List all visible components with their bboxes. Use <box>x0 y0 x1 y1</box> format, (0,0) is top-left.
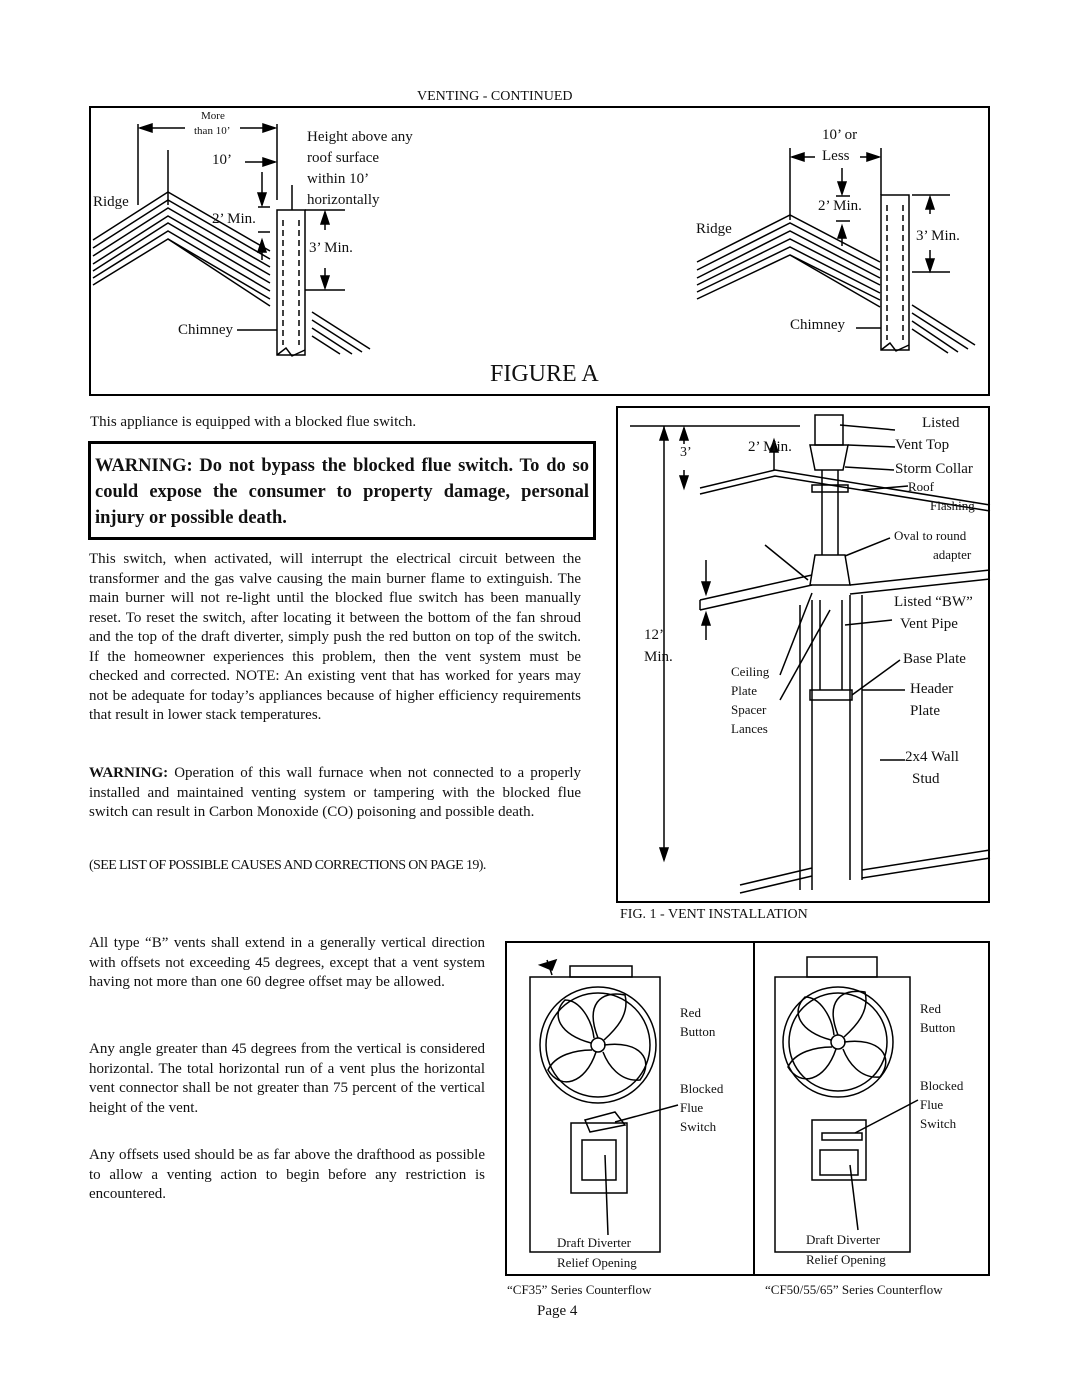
fig1-vent-top: Vent Top <box>895 437 950 453</box>
label-chimney-left: Chimney <box>178 322 233 338</box>
label-more: More <box>201 110 225 122</box>
fan-right-blocked: Blocked <box>920 1078 964 1093</box>
label-10-or: 10’ or <box>822 127 858 143</box>
fan-right-red: Red <box>920 1001 941 1016</box>
fan-left-red: Red <box>680 1005 701 1020</box>
section-title: VENTING - CONTINUED <box>417 89 573 104</box>
label-than-10: than 10’ <box>194 125 231 137</box>
fan-left-flue: Flue <box>680 1100 704 1115</box>
switch-paragraph: This switch, when activated, will interrupt the electrical circuit between the transformer and the gas valve causing the main burner flame to extinguish. The main burner will not re-light until the blocked flue switch has been manually reset. To reset the switch, after locating it between the bottom of the fan shroud and the top of the draft diverter, simply push the red button on top of the switch. If the homeowner experiences this problem, then the vent system must be checked and corrected. NOTE: An existing vent that has worked for years may not be adequate for today’s appliances because of higher efficiency requirements that result in lower stack temperatures. <box>89 551 581 723</box>
intro-text: This appliance is equipped with a blocked flue switch. <box>90 414 417 430</box>
fan-left-blocked: Blocked <box>680 1081 724 1096</box>
fan-right-relief-opening: Relief Opening <box>806 1252 886 1267</box>
fig1-roof: Roof <box>908 479 934 494</box>
fig1-plate: Plate <box>731 683 757 698</box>
fig1-min: Min. <box>644 649 673 665</box>
label-ridge-right: Ridge <box>696 221 732 237</box>
vent-paragraph-3: Any offsets used should be as far above the drafthood as possible to allow a venting action to begin before any restriction is encountered. <box>89 1147 485 1202</box>
label-chimney-right: Chimney <box>790 317 845 333</box>
label-3min-left: 3’ Min. <box>309 240 353 256</box>
fig1-12: 12’ <box>644 627 664 643</box>
fig1-vent-pipe: Vent Pipe <box>900 616 958 632</box>
warning2-label: WARNING: <box>89 765 169 781</box>
see-list-note: (SEE LIST OF POSSIBLE CAUSES AND CORRECTIONS ON PAGE 19). <box>89 858 486 873</box>
fig1-oval: Oval to round <box>894 528 967 543</box>
label-3min-right: 3’ Min. <box>916 228 960 244</box>
fig1-lances: Lances <box>731 721 768 736</box>
fan-right-flue: Flue <box>920 1097 944 1112</box>
label-2min-right: 2’ Min. <box>818 198 862 214</box>
fig1-3: 3’ <box>680 445 692 460</box>
label-height-4: horizontally <box>307 192 380 208</box>
fig1-stud: Stud <box>912 771 940 787</box>
label-10: 10’ <box>212 152 232 168</box>
vent-paragraph-2: Any angle greater than 45 degrees from the vertical is considered horizontal. The total horizontal run of a vent plus the horizontal vent connector shall be not greater than 75 percent of the vertical height of the vent. <box>89 1041 485 1116</box>
label-height-3: within 10’ <box>307 171 370 187</box>
page-number: Page 4 <box>537 1303 578 1319</box>
fig1-listed-bw: Listed “BW” <box>894 594 973 610</box>
fig1-flashing: Flashing <box>930 498 975 513</box>
fig1-2x4-wall: 2x4 Wall <box>905 749 959 765</box>
label-height-1: Height above any <box>307 129 413 145</box>
fig1-spacer: Spacer <box>731 702 767 717</box>
fig1-adapter: adapter <box>933 547 972 562</box>
label-ridge-left: Ridge <box>93 194 129 210</box>
fan-left-relief-opening: Relief Opening <box>557 1255 637 1270</box>
fan-left-draft-diverter: Draft Diverter <box>557 1235 631 1250</box>
fig1-header-plate: Plate <box>910 703 940 719</box>
fan-right-draft-diverter: Draft Diverter <box>806 1232 880 1247</box>
fan-left-button: Button <box>680 1024 716 1039</box>
fig1-ceiling: Ceiling <box>731 664 770 679</box>
warning-text: WARNING: Do not bypass the blocked flue switch. To do so could expose the consumer to property damage, personal injury or possible death. <box>95 456 589 528</box>
fig1-2min: 2’ Min. <box>748 439 792 455</box>
fig1-listed: Listed <box>922 415 960 431</box>
label-less: Less <box>822 148 850 164</box>
fig1-header: Header <box>910 681 954 697</box>
fan-right-button: Button <box>920 1020 956 1035</box>
fig1-storm-collar: Storm Collar <box>895 461 973 477</box>
figure-a-caption: FIGURE A <box>490 361 599 387</box>
fan-left-switch: Switch <box>680 1119 717 1134</box>
fig1-caption: FIG. 1 - VENT INSTALLATION <box>620 907 808 922</box>
warning2-body: Operation of this wall furnace when not connected to a properly installed and maintained venting system or tampering with the blocked flue switch can result in Carbon Monoxide (CO) poisoning and possible death. <box>89 765 582 820</box>
label-height-2: roof surface <box>307 150 380 166</box>
fan-right-series: “CF50/55/65” Series Counterflow <box>765 1282 943 1297</box>
vent-paragraph-1: All type “B” vents shall extend in a generally vertical direction with offsets not exceeding 45 degrees, except that a vent system having not more than one 60 degree offset may be allowed. <box>89 935 485 990</box>
label-2min-left: 2’ Min. <box>212 211 256 227</box>
fig1-base-plate: Base Plate <box>903 651 966 667</box>
fan-left-series: “CF35” Series Counterflow <box>507 1282 652 1297</box>
fan-right-switch: Switch <box>920 1116 957 1131</box>
